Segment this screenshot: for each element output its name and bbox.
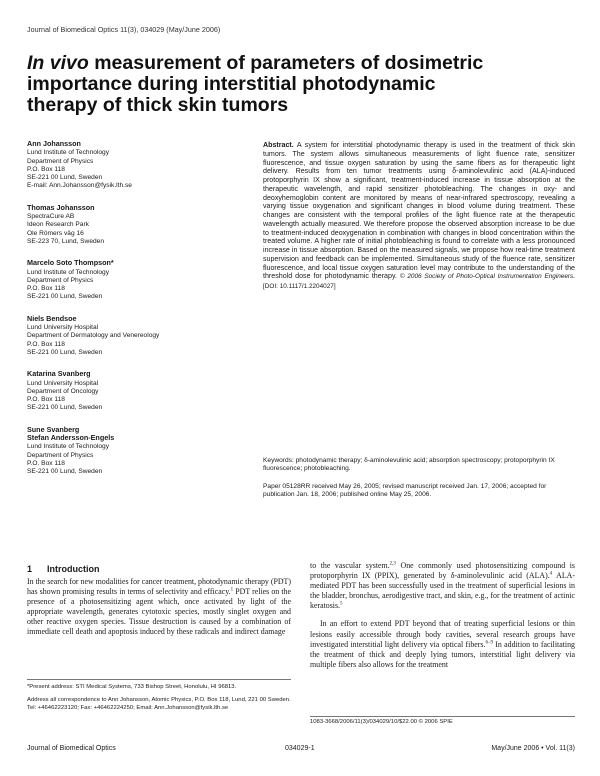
affiliation-line: SpectraCure AB bbox=[27, 213, 75, 221]
body-column-left bbox=[27, 577, 291, 638]
author-name: Marcelo Soto Thompson* bbox=[27, 258, 114, 268]
paper-title-italic: In vivo bbox=[27, 52, 89, 74]
section-heading bbox=[27, 564, 100, 574]
copyright-notice: © 2006 Society of Photo-Optical Instrumentation Engineers. bbox=[399, 273, 576, 281]
affiliation-line: SE-223 70, Lund, Sweden bbox=[27, 237, 104, 245]
section-number: 1 bbox=[27, 564, 33, 574]
author-name: Niels Bendsoe bbox=[27, 313, 77, 323]
affiliation-line: Lund Institute of Technology bbox=[27, 268, 109, 276]
affiliation-line: Department of Physics bbox=[27, 157, 94, 165]
abstract-text: A system for interstitial photodynamic therapy is used in the treatment of thick skin tumors. The system allows simultaneous measurements of light fluence rate, sensitizer fluorescence, and tissue oxygen saturation by using the same fibers as for therapeutic light delivery. Results from ten tumor treatments using δ-aminolevulinic acid (ALA)-induced protoporphyrin IX show a significant, treatment-induced increase in tissue absorption at the therapeutic wavelength, and rapid sensitizer photobleaching. The changes in oxy- and deoxyhemoglobin content are monitored by means of near-infrared spectroscopy, revealing a varying tissue oxygenation and significant changes in blood volume during treatment. These changes are consistent with the temporal profiles of the light fluence rate at the therapeutic wavelength actually measured. We therefore propose the observed absorption increase to be due to treatment-induced deoxygenation in combination with changes in blood concentration within the treated volume. A higher rate of initial photobleaching is found to correlate with a less pronounced increase in tissue absorption. Based on the measured signals, we propose how real-time treatment supervision and feedback can be implemented. Simultaneous study of the fluence rate, sensitizer fluorescence, and local tissue oxygen saturation level may contribute to the understanding of the threshold dose for photodynamic therapy. bbox=[263, 141, 575, 281]
paragraph bbox=[310, 619, 575, 669]
citation: 4 bbox=[549, 571, 553, 577]
text-run: PDT relies on the presence of a photosensitizing agent which, once activated by light of the appropriate wavelength, generates cytotoxic species, mostly singlet oxygen and other reactive oxygen species. Tissue destruction is caused by a combination of immediate cell death and apoptosis induced by these radicals and indirect damage bbox=[27, 587, 291, 637]
keywords: Keywords: photodynamic therapy; δ-aminolevulinic acid; absorption spectroscopy; protoporphyrin IX fluorescence; photobleaching. bbox=[263, 457, 555, 473]
author-block bbox=[27, 259, 242, 301]
issn-divider bbox=[310, 716, 575, 717]
affiliation-line: Lund University Hospital bbox=[27, 324, 99, 332]
abstract bbox=[263, 141, 575, 292]
author-name: Ann Johansson bbox=[27, 139, 81, 148]
footer-issue: May/June 2006 • Vol. 11(3) bbox=[491, 745, 575, 752]
doi: [DOI: 10.1117/1.2204027] bbox=[263, 283, 336, 290]
affiliation-line: P.O. Box 118 bbox=[27, 285, 65, 293]
text-run: to the vascular system. bbox=[310, 561, 390, 570]
author-name: Thomas Johansson bbox=[27, 202, 95, 212]
footer-page-number: 034029-1 bbox=[285, 745, 315, 752]
section-title: Introduction bbox=[47, 564, 100, 574]
affiliation-line: Ideon Research Park bbox=[27, 221, 89, 229]
paper-title-rest: measurement of parameters of dosimetric importance during interstitial photodynamic therapy of thick skin tumors bbox=[27, 52, 484, 116]
footnote-divider bbox=[27, 679, 291, 680]
footnote-present-address: *Present address: STI Medical Systems, 733 Bishop Street, Honolulu, HI 96813. bbox=[27, 684, 237, 690]
issn-line: 1083-3668/2006/11(3)/034029/10/$22.00 © 2006 SPIE bbox=[310, 719, 453, 725]
author-block bbox=[27, 426, 242, 477]
affiliation-line: P.O. Box 118 bbox=[27, 396, 65, 404]
citation: 5 bbox=[340, 601, 343, 607]
publication-dates: Paper 05128RR received May 26, 2005; revised manuscript received Jan. 17, 2006; accepted for publication Jan. 18, 2006; published online May 25, 2006. bbox=[263, 483, 547, 499]
affiliation-line: SE-221 00 Lund, Sweden bbox=[27, 468, 103, 476]
citation: 1 bbox=[230, 587, 234, 593]
citation: 2,3 bbox=[389, 561, 396, 567]
affiliation-line: SE-221 00 Lund, Sweden bbox=[27, 404, 103, 412]
paper-title bbox=[27, 53, 497, 116]
text-run: ALA-mediated PDT has been successfully used in the treatment of superficial lesions in the bladder, bronchus, aerodigestive tract, and skin, e.g., for the treatment of actinic keratosis. bbox=[310, 571, 575, 611]
author-name: Katarina Svanberg bbox=[27, 369, 91, 379]
author-name: Sune Svanberg Stefan Andersson-Engels bbox=[27, 424, 115, 443]
abstract-label: Abstract. bbox=[263, 141, 294, 149]
affiliation-line: SE-221 00 Lund, Sweden bbox=[27, 293, 103, 301]
affiliation-line: Ole Römers väg 16 bbox=[27, 229, 84, 237]
author-email: E-mail: Ann.Johansson@fysik.lth.se bbox=[27, 182, 132, 190]
body-column-right bbox=[310, 561, 575, 678]
author-block bbox=[27, 370, 242, 412]
author-list bbox=[27, 140, 242, 490]
affiliation-line: Department of Dermatology and Venereology bbox=[27, 332, 160, 340]
affiliation-line: Lund Institute of Technology bbox=[27, 443, 109, 451]
affiliation-line: SE-221 00 Lund, Sweden bbox=[27, 174, 103, 182]
paragraph bbox=[310, 561, 575, 611]
footer-journal: Journal of Biomedical Optics bbox=[27, 745, 116, 752]
author-block bbox=[27, 315, 242, 357]
text-run: In addition to facilitating the treatment of thick and deeply lying tumors, interstitial light delivery via multiple fibers also allows for the treatment bbox=[310, 639, 575, 669]
affiliation-line: Lund University Hospital bbox=[27, 379, 99, 387]
affiliation-line: SE-221 00 Lund, Sweden bbox=[27, 348, 103, 356]
affiliation-line: Department of Physics bbox=[27, 276, 94, 284]
text-run: One commonly used photosensitizing compound is protoporphyrin IX (PPIX), generated by δ-aminolevulinic acid (ALA). bbox=[310, 561, 576, 581]
running-head: Journal of Biomedical Optics 11(3), 034029 (May/June 2006) bbox=[27, 25, 221, 34]
author-block bbox=[27, 204, 242, 246]
paragraph bbox=[27, 577, 291, 638]
citation: 6–9 bbox=[485, 640, 493, 646]
text-run: In an effort to extend PDT beyond that of treating superficial lesions or thin lesions easily accessible through body cavities, several research groups have investigated interstitial light delivery via optical fibers. bbox=[310, 619, 575, 649]
affiliation-line: Lund Institute of Technology bbox=[27, 149, 109, 157]
footnote-correspondence: Address all correspondence to Ann Johansson, Atomic Physics, P.O. Box 118, Lund, 221 00 Sweden. Tel: +46462223120; Fax: +46462224250; Email: Ann.Johansson@fysik.lth.se bbox=[27, 697, 291, 711]
author-block bbox=[27, 140, 242, 191]
affiliation-line: P.O. Box 118 bbox=[27, 165, 65, 173]
affiliation-line: Department of Physics bbox=[27, 451, 94, 459]
affiliation-line: Department of Oncology bbox=[27, 387, 99, 395]
affiliation-line: P.O. Box 118 bbox=[27, 340, 65, 348]
affiliation-line: P.O. Box 118 bbox=[27, 459, 65, 467]
text-run: In the search for new modalities for cancer treatment, photodynamic therapy (PDT) has shown promising results in terms of selectivity and efficacy. bbox=[27, 577, 291, 597]
